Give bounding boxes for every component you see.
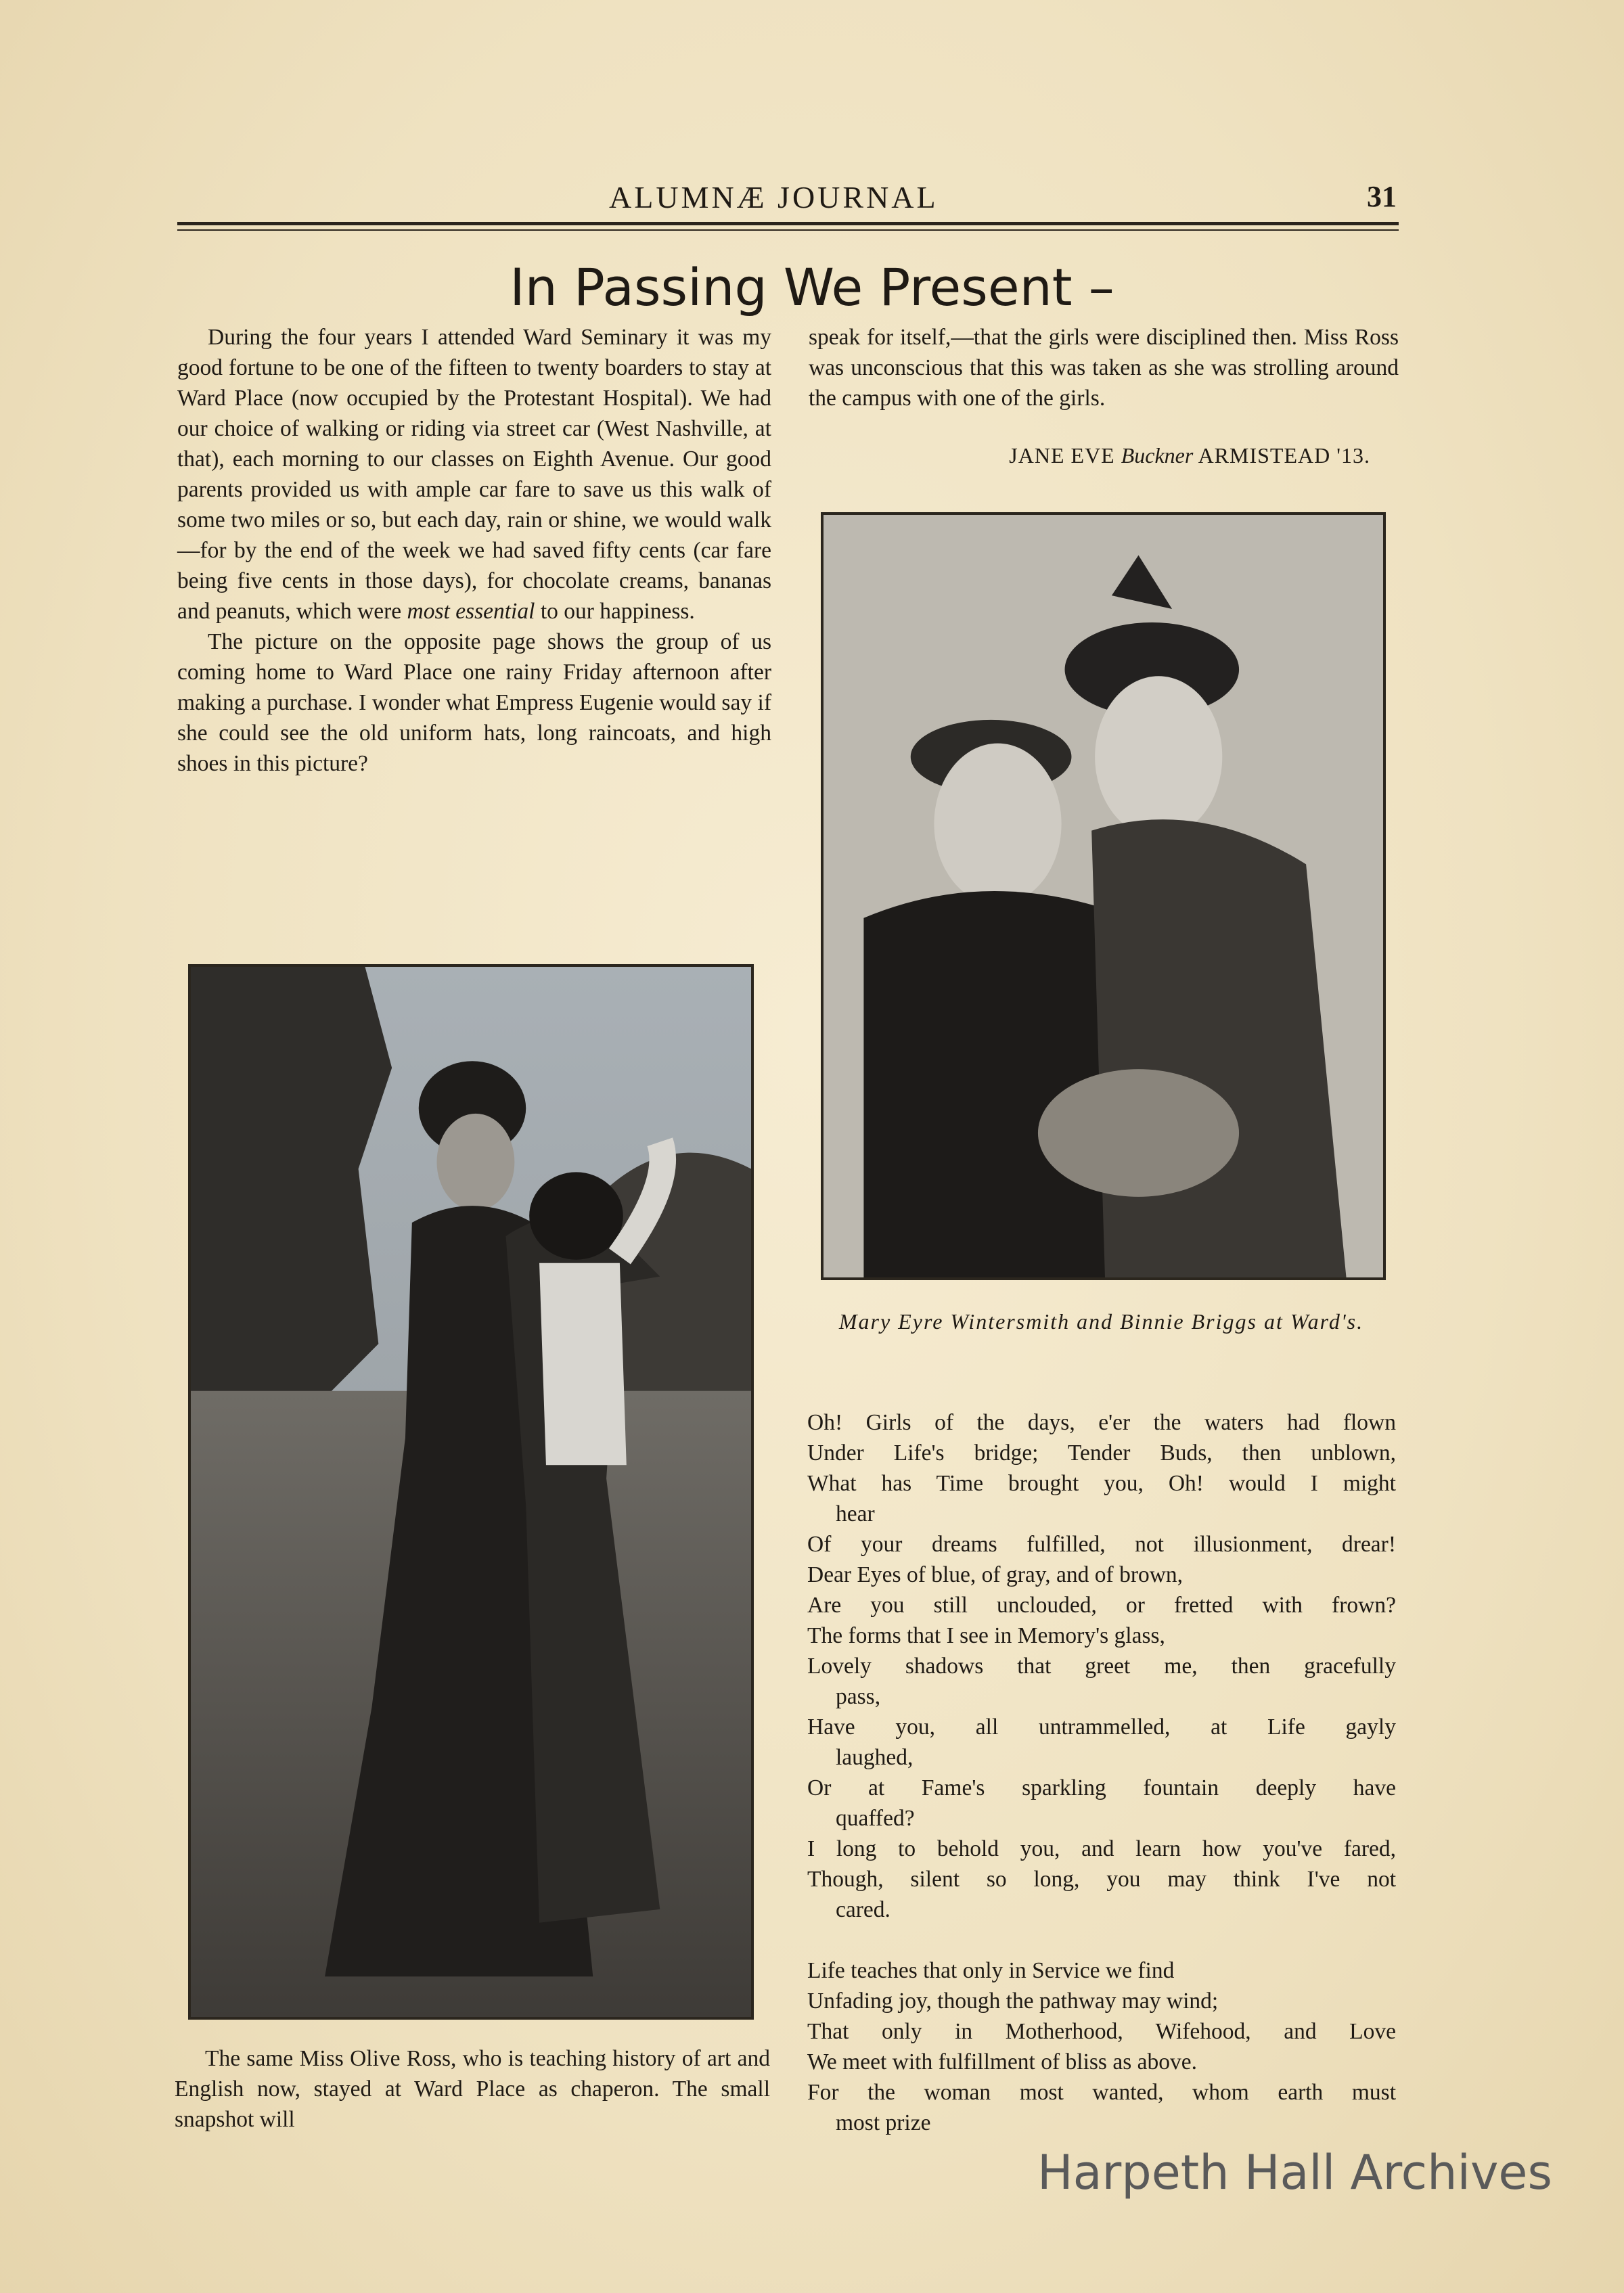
poem-line: That only in Motherhood, Wifehood, and Love	[807, 2019, 1396, 2044]
poem-line: Dear Eyes of blue, of gray, and of brown,	[807, 1562, 1183, 1587]
poem-line: Have you, all untrammelled, at Life gayly	[807, 1715, 1396, 1740]
poem-line: quaffed?	[836, 1806, 915, 1831]
poem-line: pass,	[836, 1684, 881, 1709]
poem-line: Oh! Girls of the days, e'er the waters had flown	[807, 1410, 1396, 1435]
poem	[807, 1407, 1396, 2138]
poem-line: We meet with fulfillment of bliss as above.	[807, 2049, 1197, 2074]
poem-line: I long to behold you, and learn how you've fared,	[807, 1836, 1396, 1861]
right-column-top-text	[809, 322, 1399, 413]
author-signature: JANE EVE Buckner ARMISTEAD '13.	[1009, 443, 1370, 468]
poem-line: hear	[836, 1501, 875, 1526]
left-column-text	[177, 322, 771, 779]
poem-line: Of your dreams fulfilled, not illusionment, drear!	[807, 1532, 1396, 1557]
poem-line: Under Life's bridge; Tender Buds, then unblown,	[807, 1440, 1396, 1466]
photo-caption: Mary Eyre Wintersmith and Binnie Briggs at Ward's.	[838, 1309, 1364, 1334]
poem-line: most prize	[836, 2110, 931, 2135]
paragraph-chaperon: The same Miss Olive Ross, who is teaching history of art and English now, stayed at Ward Place as chaperon. The small snapshot will	[175, 2046, 770, 2132]
poem-line: The forms that I see in Memory's glass,	[807, 1623, 1165, 1648]
poem-line: Lovely shadows that greet me, then gracefully	[807, 1654, 1396, 1679]
poem-line: Life teaches that only in Service we find	[807, 1958, 1175, 1983]
archive-watermark: Harpeth Hall Archives	[1037, 2145, 1552, 2200]
emphasis-text: most essential	[407, 599, 535, 624]
poem-line: What has Time brought you, Oh! would I might	[807, 1471, 1396, 1496]
left-column-bottom-text	[175, 2043, 770, 2135]
stanza-gap	[807, 1925, 1396, 1955]
poem-line: Are you still unclouded, or fretted with frown?	[807, 1593, 1396, 1618]
poem-line: Though, silent so long, you may think I've not	[807, 1867, 1396, 1892]
poem-line: laughed,	[836, 1745, 914, 1770]
poem-line: Unfading joy, though the pathway may wind;	[807, 1989, 1219, 2014]
poem-stanza-1	[807, 1407, 1396, 1925]
paragraph-walking: During the four years I attended Ward Seminary it was my good fortune to be one of the fifteen to twenty boarders to stay at Ward Place (now occupied by the Protestant Hospital). We had our choice of walking or riding via street car (West Nashville, at that), each morning to our classes on Eighth Avenue. Our good parents provided us with ample car fare to save us this walk of some two miles or so, but each day, rain or shine, we would walk—for by the end of the week we had saved fifty cents (car fare being five cents in those days), for chocolate creams, bananas and peanuts, which were most essential to our happiness.	[177, 325, 771, 624]
poem-line: cared.	[836, 1897, 890, 1922]
photo-wintersmith-briggs	[821, 512, 1386, 1280]
page-number: 31	[1367, 180, 1397, 213]
running-header-title: ALUMNÆ JOURNAL	[609, 180, 939, 214]
photo-olive-ross-snapshot	[188, 964, 754, 2020]
poem-stanza-2	[807, 1955, 1396, 2138]
paragraph-continued: speak for itself,—that the girls were disciplined then. Miss Ross was unconscious that this was taken as she was strolling around the campus with one of the girls.	[809, 325, 1399, 411]
article-title: In Passing We Present –	[510, 257, 1114, 317]
poem-line: For the woman most wanted, whom earth must	[807, 2080, 1396, 2105]
paragraph-picture: The picture on the opposite page shows the group of us coming home to Ward Place one rainy Friday afternoon after making a purchase. I wonder what Empress Eugenie would say if she could see the old uniform hats, long raincoats, and high shoes in this picture?	[177, 629, 771, 776]
poem-line: Or at Fame's sparkling fountain deeply have	[807, 1775, 1396, 1800]
header-rule-thin	[177, 229, 1399, 231]
header-rule	[177, 222, 1399, 225]
